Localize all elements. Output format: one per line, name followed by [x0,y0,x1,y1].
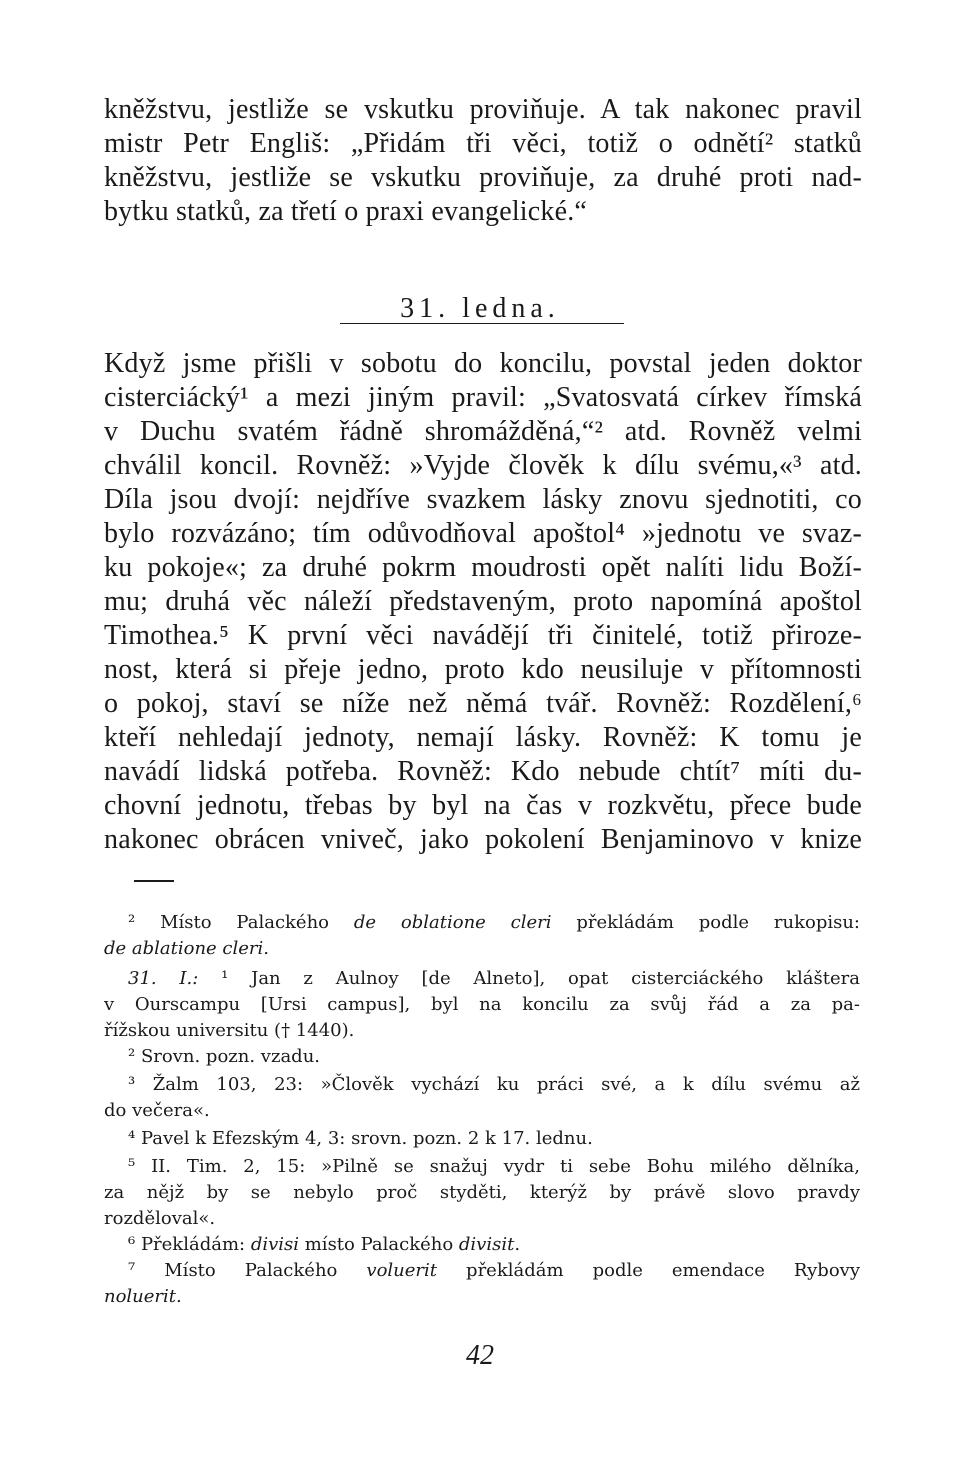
footnote-line [128,1258,860,1284]
footnote-line: ³ Žalm 103, 23: »Člověk vychází ku práci své, a k dílu svému až [128,1074,860,1095]
text-line: mu; druhá věc náleží představeným, proto napomíná apoštol [104,586,862,617]
footnote-line [128,966,860,992]
footnote-line [128,1232,860,1258]
text-line: Když jsme přišli v sobotu do koncilu, povstal jeden doktor [104,348,862,379]
footnote-line: ⁵ II. Tim. 2, 15: »Pilně se snažuj vydr ti sebe Bohu milého dělníka, [128,1156,860,1177]
footnote-text: . [514,1234,521,1255]
footnote-line: ² Srovn. pozn. vzadu. [128,1046,321,1067]
text-line: bylo rozvázáno; tím odůvodňoval apoštol⁴ »jednotu ve svaz- [104,518,862,549]
footnote-text: ² Místo Palackého [128,912,354,933]
footnote-italic: divisi [250,1234,300,1255]
footnote-text: překládám podle rukopisu: [551,912,860,933]
text-line: Timothea.⁵ K první věci navádějí tři činitelé, totiž přiroze- [104,620,862,651]
footnote-text: ¹ Jan z Aulnoy [de Alneto], opat cisterciáckého kláštera [198,968,860,989]
footnote-line: rozděloval«. [104,1208,216,1229]
footnote-line: de ablatione cleri. [104,938,270,959]
text-line: chovní jednotu, třebas by byl na čas v rozkvětu, přece bude [104,790,862,821]
section-heading: 31. ledna. [400,293,560,324]
page-number: 42 [466,1340,494,1371]
footnote-text: ⁶ Překládám: [128,1234,251,1255]
text-line: kteří nehledají jednoty, nemají lásky. Rovněž: K tomu je [104,722,862,753]
footnote-line: za nějž by se nebylo proč styděti, kterýž by právě slovo pravdy [104,1182,860,1203]
footnote-date: 31. I.: [128,968,199,989]
footnote-italic: voluerit [366,1260,438,1281]
footnote-text: místo Palackého [299,1234,459,1255]
text-line: kněžstvu, jestliže se vskutku proviňuje, za druhé proti nad- [104,162,862,193]
text-line: navádí lidská potřeba. Rovněž: Kdo nebude chtít⁷ míti du- [104,756,862,787]
footnote-italic: divisit [458,1234,515,1255]
footnote-line: v Ourscampu [Ursi campus], byl na koncilu za svůj řád a za pa- [104,994,860,1015]
footnote-line: řížskou universitu († 1440). [104,1020,355,1041]
footnote-line: noluerit. [104,1286,182,1307]
text-line: o pokoj, staví se níže než němá tvář. Rovněž: Rozdělení,⁶ [104,688,862,719]
footnote-line: do večera«. [104,1100,210,1121]
heading-rule [340,323,624,324]
text-line: bytku statků, za třetí o praxi evangelické.“ [104,196,588,227]
footnote-line: ⁴ Pavel k Efezským 4, 3: srovn. pozn. 2 k 17. lednu. [128,1128,593,1149]
text-line: kněžstvu, jestliže se vskutku proviňuje. A tak nakonec pravil [104,94,862,125]
text-line: Díla jsou dvojí: nejdříve svazkem lásky znovu sjednotiti, co [104,484,862,515]
footnote-text: překládám podle emendace Rybovy [437,1260,860,1281]
text-line: mistr Petr Engliš: „Přidám tři věci, totiž o odnětí² statků [104,128,862,159]
text-line: nost, která si přeje jedno, proto kdo neusiluje v přítomnosti [104,654,862,685]
text-line: ku pokoje«; za druhé pokrm moudrosti opět nalíti lidu Boží- [104,552,862,583]
text-line: v Duchu svatém řádně shromážděná,“² atd. Rovněž velmi [104,416,862,447]
footnote-line [128,910,860,936]
footnote-text: ⁷ Místo Palackého [128,1260,367,1281]
footnote-italic: de oblatione cleri [353,912,552,933]
text-line: chválil koncil. Rovněž: »Vyjde člověk k dílu svému,«³ atd. [104,450,862,481]
text-line: cisterciácký¹ a mezi jiným pravil: „Svatosvatá církev římská [104,382,862,413]
footnote-separator [134,880,174,882]
text-line: nakonec obrácen vniveč, jako pokolení Benjaminovo v knize [104,824,862,855]
